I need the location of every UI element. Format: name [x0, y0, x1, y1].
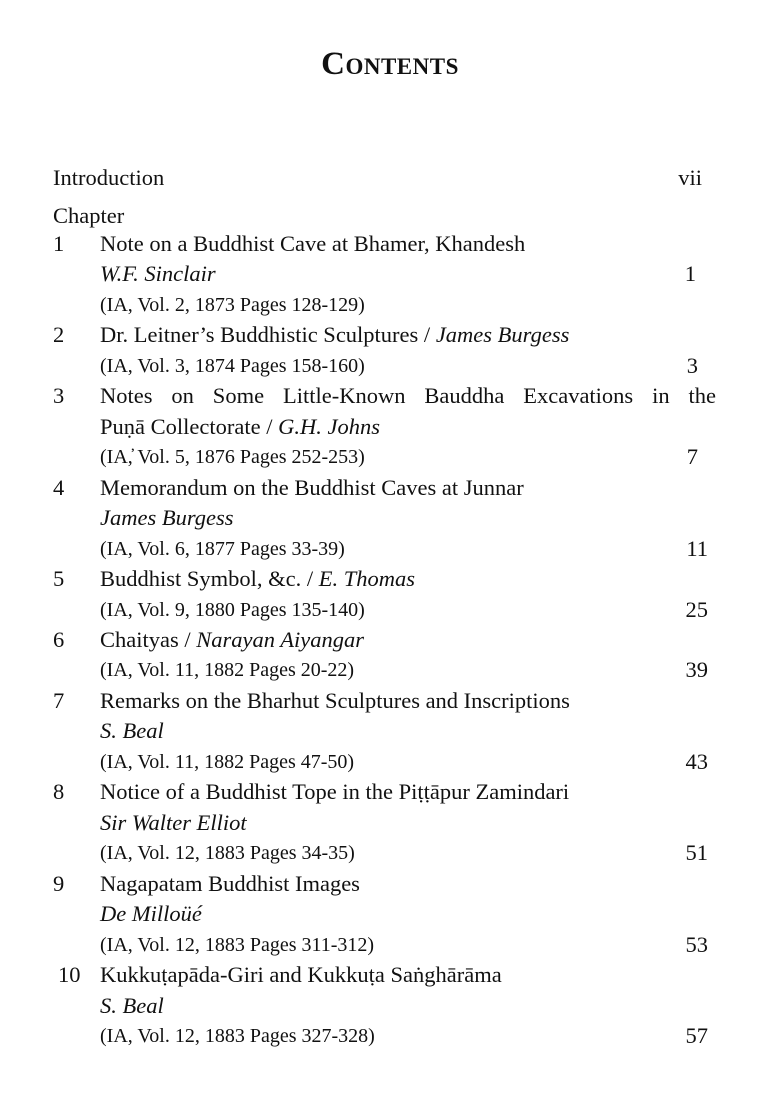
chapter-page: 1: [684, 261, 696, 287]
title-author-separator: /: [418, 322, 436, 348]
chapter-title-text: Memorandum on the Buddhist Caves at Junnar: [100, 474, 524, 500]
chapter-citation: (IA, Vol. 12, 1883 Pages 311-312): [100, 933, 375, 956]
toc-line: [53, 290, 708, 320]
chapter-citation: (IA, Vol. 12, 1883 Pages 34-35): [100, 842, 355, 865]
toc-line: [53, 716, 708, 746]
toc-line: [53, 442, 708, 472]
chapter-page: 7: [686, 444, 698, 470]
chapter-heading: [53, 201, 708, 231]
chapter-title-text: Note on a Buddhist Cave at Bhamer, Khandesh: [100, 231, 526, 256]
chapter-number: 1: [53, 231, 65, 256]
chapter-number: 4: [53, 474, 65, 500]
chapter-title-text: Puṇā Collectorate: [100, 413, 261, 439]
chapter-author: James Burgess: [100, 505, 234, 531]
chapter-title: [100, 229, 525, 259]
chapter-author: Narayan Aiyangar: [196, 626, 364, 652]
chapter-citation: (IA, Vol. 6, 1877 Pages 33-39): [100, 537, 345, 560]
toc-line: [53, 595, 708, 625]
chapter-author: S. Beal: [100, 718, 164, 744]
chapter-title-line[interactable]: [53, 625, 708, 655]
chapter-page: 53: [685, 931, 708, 957]
chapter-title-line[interactable]: [53, 777, 708, 807]
toc-line: [53, 655, 708, 685]
chapter-title-line[interactable]: [53, 320, 708, 350]
toc-line: [53, 991, 708, 1021]
chapter-citation: (IA,̓ Vol. 5, 1876 Pages 252-253): [100, 446, 365, 469]
chapter-number: 3: [53, 383, 65, 409]
chapter-title-text: Notes on Some Little-Known Bauddha Excavations in the: [100, 383, 716, 409]
chapter-title: [100, 960, 502, 990]
chapter-title-text: Kukkuṭapāda-Giri and Kukkuṭa Saṅghārāma: [100, 962, 502, 988]
chapter-citation: (IA, Vol. 2, 1873 Pages 128-129): [100, 293, 365, 316]
chapter-title-text: Remarks on the Bharhut Sculptures and Inscriptions: [100, 687, 570, 713]
toc-line: [53, 808, 708, 838]
chapter-number: 10: [58, 962, 81, 988]
chapter-title-line[interactable]: [53, 564, 708, 594]
chapter-number: 2: [53, 322, 65, 348]
chapter-title-line[interactable]: [53, 960, 708, 990]
chapter-title-text: Buddhist Symbol, &c.: [100, 566, 302, 592]
chapter-number: 7: [53, 687, 65, 713]
chapter-title-line[interactable]: [53, 229, 708, 259]
chapter-number: 8: [53, 779, 65, 805]
title-author-separator: /: [301, 566, 319, 592]
chapter-title: [100, 686, 570, 716]
chapter-citation: (IA, Vol. 11, 1882 Pages 47-50): [100, 750, 355, 773]
chapter-title: [100, 625, 364, 655]
title-author-separator: /: [178, 626, 197, 652]
toc-line: [53, 838, 708, 868]
toc-line: [53, 1021, 708, 1051]
chapter-title: [100, 564, 415, 594]
chapter-citation: (IA, Vol. 11, 1882 Pages 20-22): [100, 659, 355, 682]
chapter-author: S. Beal: [100, 992, 164, 1018]
toc-line: [53, 747, 708, 777]
chapter-title-line[interactable]: [53, 869, 708, 899]
chapter-author: De Milloüé: [100, 901, 202, 927]
chapter-title-text: Chaityas: [100, 626, 179, 652]
chapter-title: [100, 381, 716, 411]
toc-line: [53, 503, 708, 533]
toc-line: [53, 930, 708, 960]
toc-line: [53, 899, 708, 929]
chapter-title-line[interactable]: [53, 412, 708, 442]
chapter-author: Sir Walter Elliot: [100, 809, 247, 835]
title-author-separator: /: [260, 413, 279, 439]
chapter-number: 6: [53, 626, 65, 652]
chapter-title-text: Dr. Leitner’s Buddhistic Sculptures: [100, 322, 419, 348]
toc-line: [53, 534, 708, 564]
chapter-page: 39: [685, 657, 708, 683]
toc-line: [53, 351, 708, 381]
chapter-label: Chapter: [53, 203, 125, 228]
chapter-title: [100, 473, 524, 503]
chapter-author: James Burgess: [435, 322, 570, 348]
chapter-page: 11: [686, 535, 708, 561]
chapter-title-text: Nagapatam Buddhist Images: [100, 870, 360, 896]
chapter-citation: (IA, Vol. 9, 1880 Pages 135-140): [100, 598, 365, 621]
chapter-page: 51: [685, 840, 708, 866]
chapter-title: [100, 412, 380, 442]
chapter-author: W.F. Sinclair: [100, 261, 216, 287]
chapter-citation: (IA, Vol. 12, 1883 Pages 327-328): [100, 1024, 375, 1047]
chapter-title: [100, 869, 360, 899]
chapter-title-line[interactable]: [53, 473, 708, 503]
chapter-title: [100, 777, 569, 807]
introduction-label: Introduction: [53, 165, 165, 190]
chapter-number: 9: [53, 870, 65, 896]
toc-line: [53, 259, 708, 289]
chapter-title-line[interactable]: [53, 686, 708, 716]
page-title: Contents: [321, 46, 459, 82]
chapter-number: 5: [53, 566, 65, 592]
chapter-page: 57: [685, 1022, 708, 1048]
chapter-title-text: Notice of a Buddhist Tope in the Piṭṭāpur Zamindari: [100, 779, 570, 805]
toc-introduction[interactable]: [53, 163, 708, 193]
chapter-page: 3: [686, 352, 698, 378]
chapter-page: 43: [685, 748, 708, 774]
chapter-page: 25: [685, 596, 708, 622]
chapter-title-line[interactable]: [53, 381, 716, 411]
chapter-title: [100, 320, 569, 350]
chapter-citation: (IA, Vol. 3, 1874 Pages 158-160): [100, 354, 365, 377]
chapter-author: G.H. Johns: [278, 413, 380, 439]
introduction-page: vii: [678, 165, 702, 190]
chapter-author: E. Thomas: [318, 566, 416, 592]
